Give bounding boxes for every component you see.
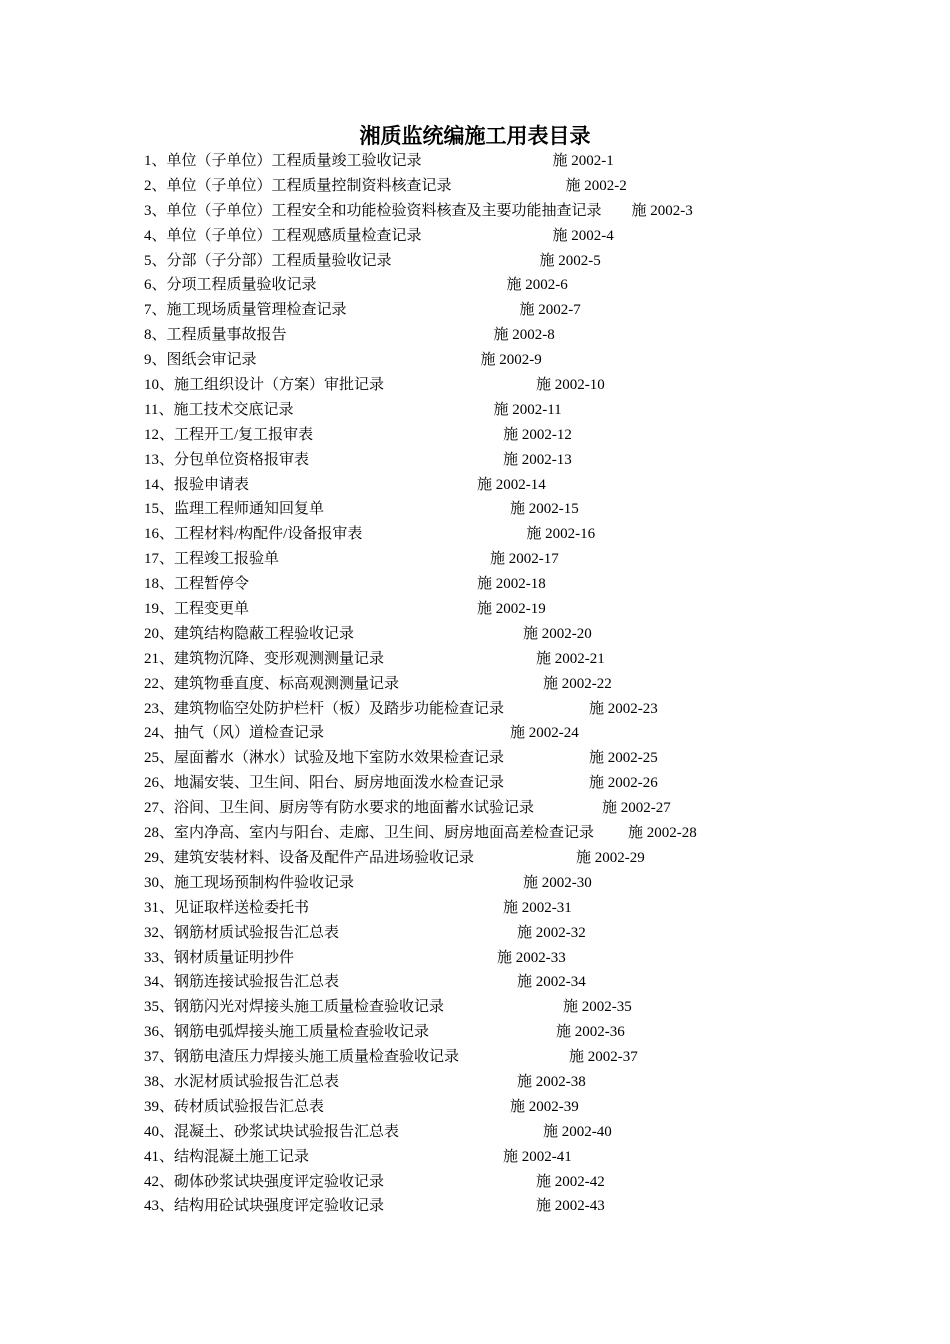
form-title: 36、钢筋电弧焊接头施工质量检查验收记录 [144,1024,430,1041]
form-code: 施 2002-26 [589,775,658,792]
form-code: 施 2002-27 [602,800,671,817]
form-title: 35、钢筋闪光对焊接头施工质量检查验收记录 [144,999,445,1016]
form-title: 19、工程变更单 [144,601,250,618]
list-item [144,1045,697,1070]
form-title: 14、报验申请表 [144,476,250,493]
form-title: 33、钢材质量证明抄件 [144,949,295,966]
list-item [144,448,697,473]
list-item [144,1095,697,1120]
form-code: 施 2002-24 [510,725,579,742]
form-title: 40、混凝土、砂浆试块试验报告汇总表 [144,1123,400,1140]
form-title: 16、工程材料/构配件/设备报审表 [144,526,363,543]
form-title: 42、砌体砂浆试块强度评定验收记录 [144,1173,385,1190]
form-title: 4、单位（子单位）工程观感质量检查记录 [144,227,422,244]
form-title: 41、结构混凝土施工记录 [144,1148,310,1165]
form-code: 施 2002-42 [536,1173,605,1190]
form-code: 施 2002-33 [497,949,566,966]
list-item [144,622,697,647]
list-item [144,348,697,373]
form-title: 31、见证取样送检委托书 [144,899,310,916]
form-title: 7、施工现场质量管理检查记录 [144,302,347,319]
form-title: 43、结构用砼试块强度评定验收记录 [144,1198,385,1215]
list-item [144,871,697,896]
form-code: 施 2002-20 [523,625,592,642]
form-code: 施 2002-43 [536,1198,605,1215]
list-item [144,1170,697,1195]
form-code: 施 2002-25 [589,750,658,767]
form-title: 28、室内净高、室内与阳台、走廊、卫生间、厨房地面高差检查记录 [144,825,595,842]
form-title: 1、单位（子单位）工程质量竣工验收记录 [144,153,422,169]
form-code: 施 2002-4 [552,227,614,244]
form-title: 24、抽气（风）道检查记录 [144,725,325,742]
list-item [144,373,697,398]
page-title: 湘质监统编施工用表目录 [359,124,591,148]
list-item [144,647,697,672]
form-title: 23、建筑物临空处防护栏杆（板）及踏步功能检查记录 [144,700,505,717]
form-title: 6、分项工程质量验收记录 [144,277,317,294]
list-item [144,721,697,746]
form-code: 施 2002-13 [503,451,572,468]
list-item [144,174,697,199]
form-title: 13、分包单位资格报审表 [144,451,310,468]
list-item [144,796,697,821]
list-item [144,771,697,796]
form-code: 施 2002-23 [589,700,658,717]
form-code: 施 2002-5 [539,252,601,269]
form-code: 施 2002-10 [536,377,605,394]
form-title: 29、建筑安装材料、设备及配件产品进场验收记录 [144,849,475,866]
list-item [144,1194,697,1219]
form-code: 施 2002-38 [517,1073,586,1090]
form-code: 施 2002-8 [493,327,555,344]
list-item [144,398,697,423]
form-code: 施 2002-12 [503,426,572,443]
form-title: 9、图纸会审记录 [144,352,257,369]
list-item [144,821,697,846]
form-code: 施 2002-21 [536,650,605,667]
list-item [144,995,697,1020]
list-item [144,946,697,971]
list-item [144,697,697,722]
list-item [144,149,697,174]
form-code: 施 2002-9 [480,352,542,369]
list-item [144,970,697,995]
form-title: 20、建筑结构隐蔽工程验收记录 [144,625,355,642]
form-title: 3、单位（子单位）工程安全和功能检验资料核查及主要功能抽查记录 [144,202,602,219]
list-item [144,323,697,348]
form-title: 37、钢筋电渣压力焊接头施工质量检查验收记录 [144,1049,460,1066]
list-item [144,273,697,298]
form-code: 施 2002-30 [523,874,592,891]
form-code: 施 2002-14 [477,476,546,493]
form-code: 施 2002-6 [506,277,568,294]
list-item [144,896,697,921]
list-item [144,1120,697,1145]
form-title: 5、分部（子分部）工程质量验收记录 [144,252,392,269]
form-code: 施 2002-3 [631,202,693,219]
form-title: 17、工程竣工报验单 [144,551,280,568]
list-item [144,846,697,871]
form-code: 施 2002-32 [517,924,586,941]
form-code: 施 2002-16 [526,526,596,543]
form-title: 27、浴间、卫生间、厨房等有防水要求的地面蓄水试验记录 [144,800,535,817]
form-title: 21、建筑物沉降、变形观测测量记录 [144,650,385,667]
form-title: 38、水泥材质试验报告汇总表 [144,1073,340,1090]
form-title: 15、监理工程师通知回复单 [144,501,325,518]
form-code: 施 2002-2 [565,177,627,194]
form-title: 8、工程质量事故报告 [144,327,287,344]
list-item [144,672,697,697]
form-code: 施 2002-1 [552,153,614,169]
list-item [144,224,697,249]
form-title: 2、单位（子单位）工程质量控制资料核查记录 [144,177,452,194]
list-item [144,1145,697,1170]
form-title: 39、砖材质试验报告汇总表 [144,1098,325,1115]
form-code: 施 2002-15 [510,501,579,518]
form-code: 施 2002-7 [519,302,581,319]
form-title: 32、钢筋材质试验报告汇总表 [144,924,340,941]
form-code: 施 2002-31 [503,899,572,916]
form-code: 施 2002-40 [543,1123,612,1140]
form-code: 施 2002-17 [490,551,559,568]
form-title: 11、施工技术交底记录 [144,401,294,418]
list-item [144,423,697,448]
list-item [144,522,697,547]
list-item [144,1070,697,1095]
form-code: 施 2002-28 [628,825,697,842]
form-title: 26、地漏安装、卫生间、阳台、厨房地面泼水检查记录 [144,775,505,792]
form-code: 施 2002-11 [493,401,562,418]
form-code: 施 2002-34 [517,974,586,991]
list-item [144,746,697,771]
form-code: 施 2002-29 [576,849,645,866]
list-item [144,597,697,622]
form-title: 12、工程开工/复工报审表 [144,426,314,443]
form-code: 施 2002-22 [543,675,612,692]
form-code: 施 2002-19 [477,601,546,618]
list-item [144,921,697,946]
list-item [144,572,697,597]
list-item [144,249,697,274]
list-item [144,199,697,224]
form-code: 施 2002-35 [563,999,632,1016]
form-code: 施 2002-18 [477,576,546,593]
form-code: 施 2002-36 [556,1024,625,1041]
form-title: 30、施工现场预制构件验收记录 [144,874,355,891]
form-code: 施 2002-39 [510,1098,579,1115]
list-item [144,298,697,323]
form-title: 18、工程暂停令 [144,576,250,593]
list-item [144,547,697,572]
list-item [144,497,697,522]
form-code: 施 2002-37 [569,1049,638,1066]
form-title: 25、屋面蓄水（淋水）试验及地下室防水效果检查记录 [144,750,505,767]
list-item [144,1020,697,1045]
form-title: 34、钢筋连接试验报告汇总表 [144,974,340,991]
form-title: 10、施工组织设计（方案）审批记录 [144,377,385,394]
form-code: 施 2002-41 [503,1148,572,1165]
form-title: 22、建筑物垂直度、标高观测测量记录 [144,675,400,692]
list-item [144,473,697,498]
form-index-list [144,149,697,1219]
